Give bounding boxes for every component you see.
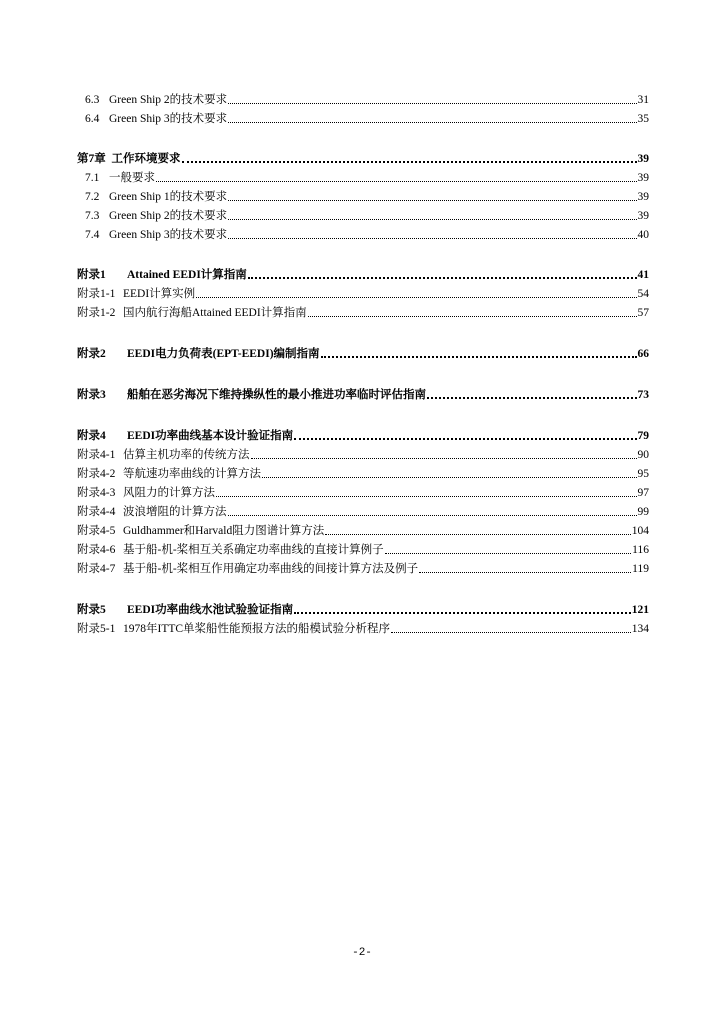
toc-entry-page: 35 (637, 113, 649, 125)
toc-entry-number: 附录1-1 (77, 288, 116, 300)
toc-entry-number: 附录4-7 (77, 563, 116, 575)
dot-leader (427, 397, 637, 399)
toc-entry-page: 104 (631, 525, 649, 537)
toc-entry-label (85, 171, 155, 185)
toc-entry-page: 41 (637, 269, 649, 281)
toc-entry-page: 116 (632, 544, 649, 556)
toc-entry-title: Green Ship 2的技术要求 (109, 210, 228, 222)
dot-leader (248, 277, 637, 279)
toc-entry-title: EEDI计算实例 (123, 288, 196, 300)
toc-entry-label (77, 603, 293, 617)
toc-entry-title: 基于船-机-桨相互作用确定功率曲线的间接计算方法及例子 (123, 563, 419, 575)
page-number: -2- (352, 947, 372, 959)
toc-entry-label (77, 268, 247, 282)
toc-entry-chapter-7[interactable] (77, 147, 649, 166)
toc-entry-number: 附录2 (77, 348, 106, 360)
toc-entry-page: 134 (631, 623, 649, 635)
toc-entry-title: Green Ship 3的技术要求 (109, 229, 228, 241)
toc-entry-appendix-4-7[interactable] (77, 557, 649, 576)
toc-entry-appendix-3[interactable] (77, 383, 649, 402)
toc-entry-title: 风阻力的计算方法 (123, 487, 215, 499)
toc-entry-label (77, 622, 390, 636)
dot-leader (228, 238, 636, 239)
toc-entry-label (85, 190, 227, 204)
toc-entry-page: 95 (637, 468, 649, 480)
toc-entry-label (77, 543, 384, 557)
dot-leader (182, 161, 637, 163)
toc-entry-page: 39 (637, 210, 649, 222)
dot-leader (294, 612, 631, 614)
toc-entry-appendix-2[interactable] (77, 342, 649, 361)
toc-entry-page: 57 (637, 307, 649, 319)
toc-entry-page: 40 (637, 229, 649, 241)
toc-entry-number: 附录4-2 (77, 468, 116, 480)
toc-entry-number: 6.3 (85, 94, 100, 106)
toc-entry-number: 附录5 (77, 604, 106, 616)
toc-entry-appendix-4-6[interactable] (77, 538, 649, 557)
toc-entry-label (85, 228, 227, 242)
dot-leader (228, 219, 636, 220)
toc-entry-label (77, 306, 307, 320)
toc-entry-appendix-5[interactable] (77, 598, 649, 617)
toc-entry-label (77, 505, 227, 519)
toc-entry-appendix-4-5[interactable] (77, 519, 649, 538)
toc-entry-page: 79 (637, 430, 649, 442)
toc-entry-7-4[interactable] (77, 223, 649, 242)
table-of-contents (77, 88, 649, 636)
toc-entry-appendix-4-3[interactable] (77, 481, 649, 500)
toc-entry-number: 附录4 (77, 430, 106, 442)
toc-entry-title: 国内航行海船Attained EEDI计算指南 (123, 307, 307, 319)
toc-entry-title: 工作环境要求 (111, 153, 181, 165)
toc-entry-number: 7.4 (85, 229, 100, 241)
toc-entry-number: 7.3 (85, 210, 100, 222)
dot-leader (294, 438, 636, 440)
toc-entry-page: 31 (637, 94, 649, 106)
dot-leader (228, 200, 636, 201)
dot-leader (419, 572, 631, 573)
toc-entry-7-3[interactable] (77, 204, 649, 223)
dot-leader (321, 356, 637, 358)
toc-entry-title: EEDI电力负荷表(EPT-EEDI)编制指南 (127, 348, 320, 360)
toc-entry-page: 73 (637, 389, 649, 401)
toc-entry-label (77, 388, 426, 402)
toc-entry-page: 39 (637, 153, 649, 165)
toc-entry-page: 54 (637, 288, 649, 300)
toc-entry-number: 附录3 (77, 389, 106, 401)
toc-entry-appendix-4[interactable] (77, 424, 649, 443)
toc-entry-page: 66 (637, 348, 649, 360)
toc-entry-title: Green Ship 2的技术要求 (109, 94, 228, 106)
toc-entry-title: 估算主机功率的传统方法 (123, 449, 250, 461)
dot-leader (262, 477, 637, 478)
toc-entry-number: 附录4-1 (77, 449, 116, 461)
toc-entry-appendix-1-2[interactable] (77, 301, 649, 320)
toc-entry-label (77, 347, 320, 361)
toc-entry-appendix-4-1[interactable] (77, 443, 649, 462)
toc-entry-number: 附录1-2 (77, 307, 116, 319)
toc-entry-label (77, 448, 250, 462)
toc-entry-title: 波浪增阻的计算方法 (123, 506, 227, 518)
toc-entry-title: Guldhammer和Harvald阻力图谱计算方法 (123, 525, 325, 537)
toc-entry-appendix-4-4[interactable] (77, 500, 649, 519)
toc-entry-label (85, 93, 227, 107)
toc-entry-number: 附录4-6 (77, 544, 116, 556)
toc-entry-page: 90 (637, 449, 649, 461)
toc-entry-title: Attained EEDI计算指南 (127, 269, 247, 281)
toc-entry-number: 第7章 (77, 153, 106, 165)
dot-leader (216, 496, 637, 497)
dot-leader (251, 458, 637, 459)
toc-entry-label (77, 429, 293, 443)
toc-entry-label (85, 209, 227, 223)
toc-entry-label (77, 524, 324, 538)
toc-entry-label (77, 467, 261, 481)
toc-entry-label (85, 112, 227, 126)
dot-leader (196, 297, 636, 298)
toc-entry-7-2[interactable] (77, 185, 649, 204)
toc-entry-label (77, 152, 181, 166)
toc-entry-label (77, 486, 215, 500)
toc-entry-title: 1978年ITTC单桨船性能预报方法的船模试验分析程序 (123, 623, 391, 635)
dot-leader (228, 515, 637, 516)
toc-entry-appendix-1-1[interactable] (77, 282, 649, 301)
dot-leader (385, 553, 632, 554)
toc-entry-title: 船舶在恶劣海况下维持操纵性的最小推进功率临时评估指南 (127, 389, 426, 401)
toc-entry-page: 119 (632, 563, 649, 575)
toc-entry-number: 6.4 (85, 113, 100, 125)
toc-entry-title: Green Ship 1的技术要求 (109, 191, 228, 203)
dot-leader (228, 103, 636, 104)
toc-entry-7-1[interactable] (77, 166, 649, 185)
toc-entry-title: 等航速功率曲线的计算方法 (123, 468, 261, 480)
toc-entry-title: 一般要求 (109, 172, 155, 184)
toc-entry-title: 基于船-机-桨相互关系确定功率曲线的直接计算例子 (123, 544, 384, 556)
toc-entry-number: 附录4-3 (77, 487, 116, 499)
toc-entry-page: 39 (637, 191, 649, 203)
toc-entry-page: 39 (637, 172, 649, 184)
toc-entry-number: 附录4-5 (77, 525, 116, 537)
toc-entry-number: 7.2 (85, 191, 100, 203)
toc-entry-appendix-5-1[interactable] (77, 617, 649, 636)
toc-entry-appendix-4-2[interactable] (77, 462, 649, 481)
toc-entry-title: EEDI功率曲线基本设计验证指南 (127, 430, 294, 442)
dot-leader (325, 534, 631, 535)
dot-leader (308, 316, 637, 317)
dot-leader (228, 122, 636, 123)
toc-entry-label (77, 287, 195, 301)
toc-entry-title: Green Ship 3的技术要求 (109, 113, 228, 125)
dot-leader (391, 632, 631, 633)
toc-entry-page: 97 (637, 487, 649, 499)
toc-entry-appendix-1[interactable] (77, 263, 649, 282)
toc-entry-label (77, 562, 418, 576)
toc-entry-6-3[interactable] (77, 88, 649, 107)
toc-entry-number: 附录1 (77, 269, 106, 281)
toc-entry-number: 7.1 (85, 172, 100, 184)
toc-entry-title: EEDI功率曲线水池试验验证指南 (127, 604, 294, 616)
dot-leader (156, 181, 637, 182)
toc-entry-page: 121 (631, 604, 649, 616)
toc-entry-number: 附录4-4 (77, 506, 116, 518)
toc-entry-number: 附录5-1 (77, 623, 116, 635)
toc-entry-page: 99 (637, 506, 649, 518)
toc-entry-6-4[interactable] (77, 107, 649, 126)
